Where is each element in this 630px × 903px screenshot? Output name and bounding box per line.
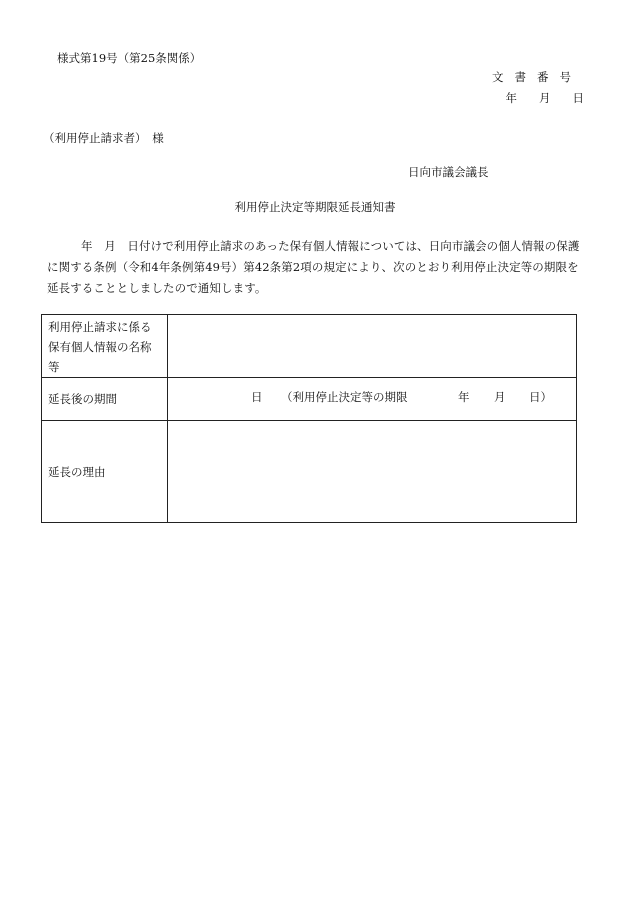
period-day-end: 日） (529, 390, 552, 404)
period-month: 月 (494, 390, 506, 404)
extended-period-value (168, 378, 577, 421)
date-day: 日 (572, 91, 584, 105)
extended-period-label: 延長後の期間 (42, 378, 168, 421)
period-year: 年 (458, 390, 470, 404)
table-row (42, 315, 577, 378)
date-year: 年 (505, 91, 517, 105)
extension-reason-value (168, 421, 577, 523)
sender: 日向市議会議長 (408, 165, 489, 179)
form-number: 様式第19号（第25条関係） (57, 51, 202, 65)
table-row (42, 378, 577, 421)
date-month: 月 (539, 91, 551, 105)
table-row (42, 421, 577, 523)
extension-reason-label: 延長の理由 (42, 421, 168, 523)
document-title: 利用停止決定等期限延長通知書 (234, 200, 396, 214)
info-name-label: 利用停止請求に係る保有個人情報の名称等 (42, 315, 168, 378)
info-name-value (168, 315, 577, 378)
document-number-label: 文書番号 (492, 70, 582, 84)
info-table (41, 314, 577, 523)
addressee: （利用停止請求者） 様 (43, 131, 164, 145)
body-text: 年 月 日付けで利用停止請求のあった保有個人情報については、日向市議会の個人情報の保護に関する条例（令和4年条例第49号）第42条第2項の規定により、次のとおり利用停止決定等の期限を延長することとしましたので通知します。 (47, 239, 580, 295)
document-date (506, 90, 585, 106)
period-deadline-text: （利用停止決定等の期限 (281, 390, 408, 404)
period-day: 日 (251, 390, 263, 404)
